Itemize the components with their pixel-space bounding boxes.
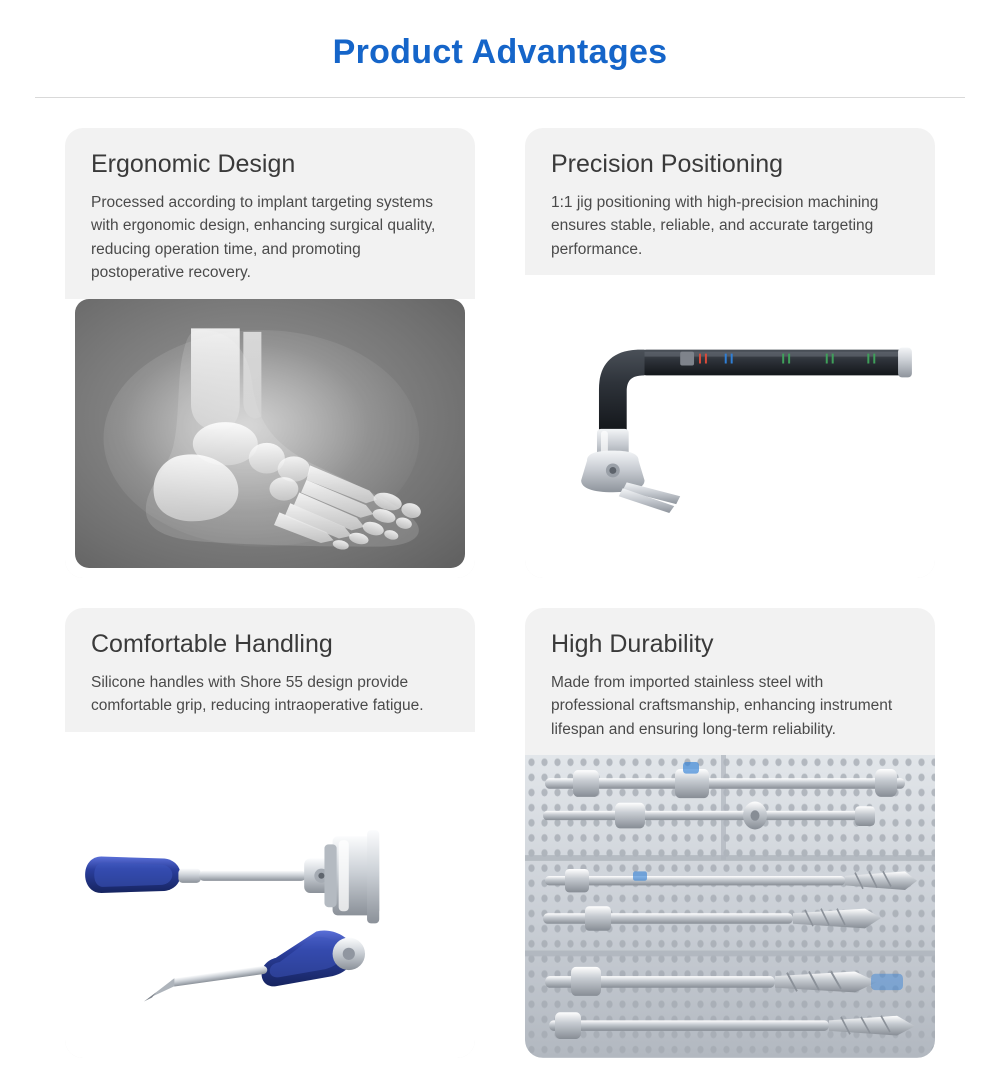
card-media	[65, 732, 475, 1058]
card-description: Made from imported stainless steel with professional craftsmanship, enhancing instrument lifespan and ensuring long-term reliability.	[551, 673, 893, 738]
card-text-block	[525, 128, 935, 275]
card-media	[525, 275, 935, 578]
page-header	[0, 0, 1000, 98]
advantages-grid	[65, 128, 935, 1058]
page-title: Product Advantages	[332, 33, 668, 71]
aiming-arm-jig-image	[537, 312, 922, 530]
stainless-steel-instrument-tray-image	[525, 755, 935, 1058]
card-title: High Durability	[551, 629, 714, 658]
foot-bones-illustration	[90, 310, 451, 567]
card-text-block	[525, 608, 935, 755]
card-description: 1:1 jig positioning with high-precision machining ensures stable, reliable, and accurate targeting performance.	[551, 193, 879, 258]
card-description: Processed according to implant targeting systems with ergonomic design, enhancing surgical quality, reducing operation time, and promoting postoperative recovery.	[91, 193, 436, 282]
title-divider	[35, 97, 965, 98]
card-media	[525, 755, 935, 1058]
card-text-block	[65, 128, 475, 299]
x-ray-foot-image	[75, 299, 465, 568]
card-title: Comfortable Handling	[91, 629, 333, 658]
advantage-card-high-durability	[525, 608, 935, 1058]
card-text-block	[65, 608, 475, 732]
card-description: Silicone handles with Shore 55 design provide comfortable grip, reducing intraoperative fatigue.	[91, 673, 424, 715]
advantage-card-precision-positioning	[525, 128, 935, 578]
card-media	[65, 299, 475, 578]
silicone-handle-instruments-image	[77, 745, 462, 1045]
card-title: Precision Positioning	[551, 149, 784, 178]
card-title: Ergonomic Design	[91, 149, 296, 178]
advantage-card-comfortable-handling	[65, 608, 475, 1058]
advantage-card-ergonomic-design	[65, 128, 475, 578]
